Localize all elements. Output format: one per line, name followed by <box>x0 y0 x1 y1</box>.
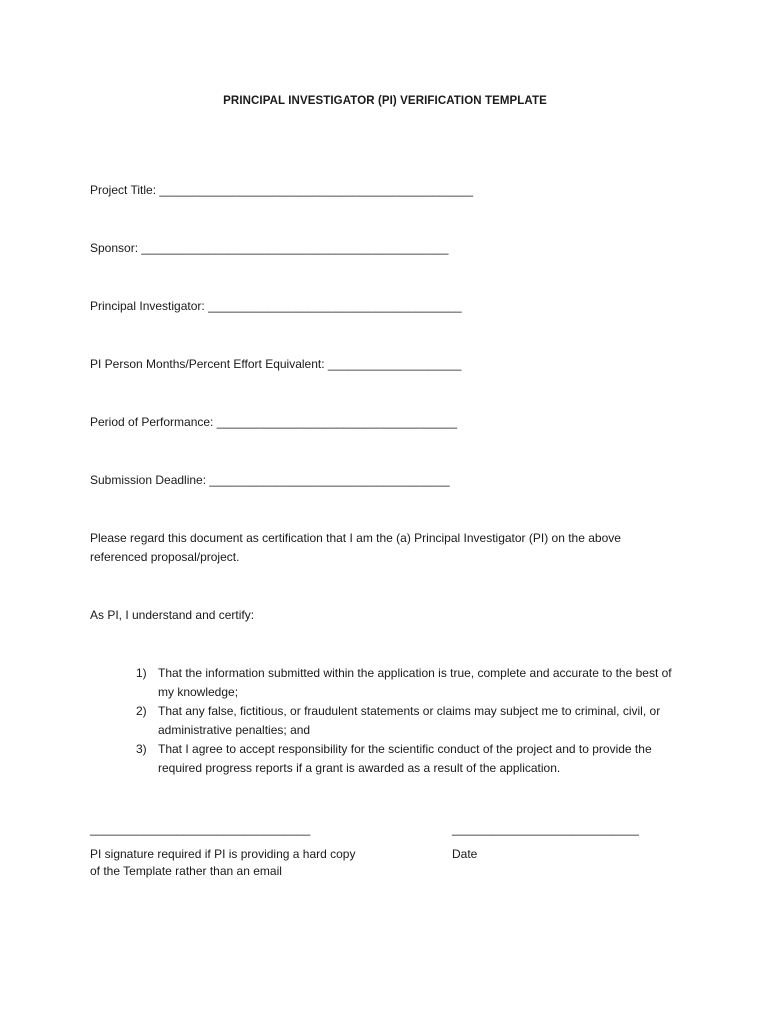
date-caption: Date <box>452 847 478 861</box>
period-of-performance-field[interactable] <box>90 414 457 430</box>
list-item <box>136 702 681 740</box>
certification-paragraph: Please regard this document as certification that I am the (a) Principal Investigator (PI) on the above referenced proposal/project. <box>90 531 621 564</box>
submission-deadline-label: Submission Deadline: <box>90 473 210 487</box>
submission-deadline-blank[interactable]: ____________________________________ <box>209 473 450 487</box>
list-item <box>136 664 681 702</box>
submission-deadline-field[interactable] <box>90 472 450 488</box>
signature-caption: PI signature required if PI is providing a hard copy of the Template rather than an email <box>90 847 356 878</box>
project-title-blank[interactable]: _______________________________________________ <box>159 183 474 197</box>
period-of-performance-label: Period of Performance: <box>90 415 217 429</box>
sponsor-blank[interactable]: ______________________________________________ <box>141 241 449 255</box>
list-item-number: 1) <box>136 666 147 680</box>
sponsor-label: Sponsor: <box>90 241 142 255</box>
principal-investigator-blank[interactable]: ______________________________________ <box>208 299 462 313</box>
pi-effort-field[interactable] <box>90 356 461 372</box>
principal-investigator-label: Principal Investigator: <box>90 299 209 313</box>
principal-investigator-field[interactable] <box>90 298 462 314</box>
document-title: PRINCIPAL INVESTIGATOR (PI) VERIFICATION TEMPLATE <box>223 95 547 107</box>
list-item-number: 3) <box>136 742 147 756</box>
list-item-number: 2) <box>136 704 147 718</box>
list-item-text: That the information submitted within the application is true, complete and accurate to the best of my knowledge; <box>158 666 672 699</box>
list-item-text: That any false, fictitious, or fraudulent statements or claims may subject me to criminal, civil, or administrative penalties; and <box>158 704 661 737</box>
period-of-performance-blank[interactable]: ____________________________________ <box>216 415 457 429</box>
list-item <box>136 740 681 778</box>
pi-effort-blank[interactable]: ____________________ <box>327 357 462 371</box>
date-line[interactable]: ____________________________ <box>452 822 639 836</box>
pi-effort-label: PI Person Months/Percent Effort Equivalent: <box>90 357 328 371</box>
project-title-field[interactable] <box>90 182 473 198</box>
certification-list <box>136 664 681 778</box>
signature-line[interactable]: _________________________________ <box>90 822 311 836</box>
sponsor-field[interactable] <box>90 240 448 256</box>
list-item-text: That I agree to accept responsibility for the scientific conduct of the project and to provide the required progress reports if a grant is awarded as a result of the application. <box>158 742 652 775</box>
understand-paragraph: As PI, I understand and certify: <box>90 608 255 622</box>
project-title-label: Project Title: <box>90 183 160 197</box>
